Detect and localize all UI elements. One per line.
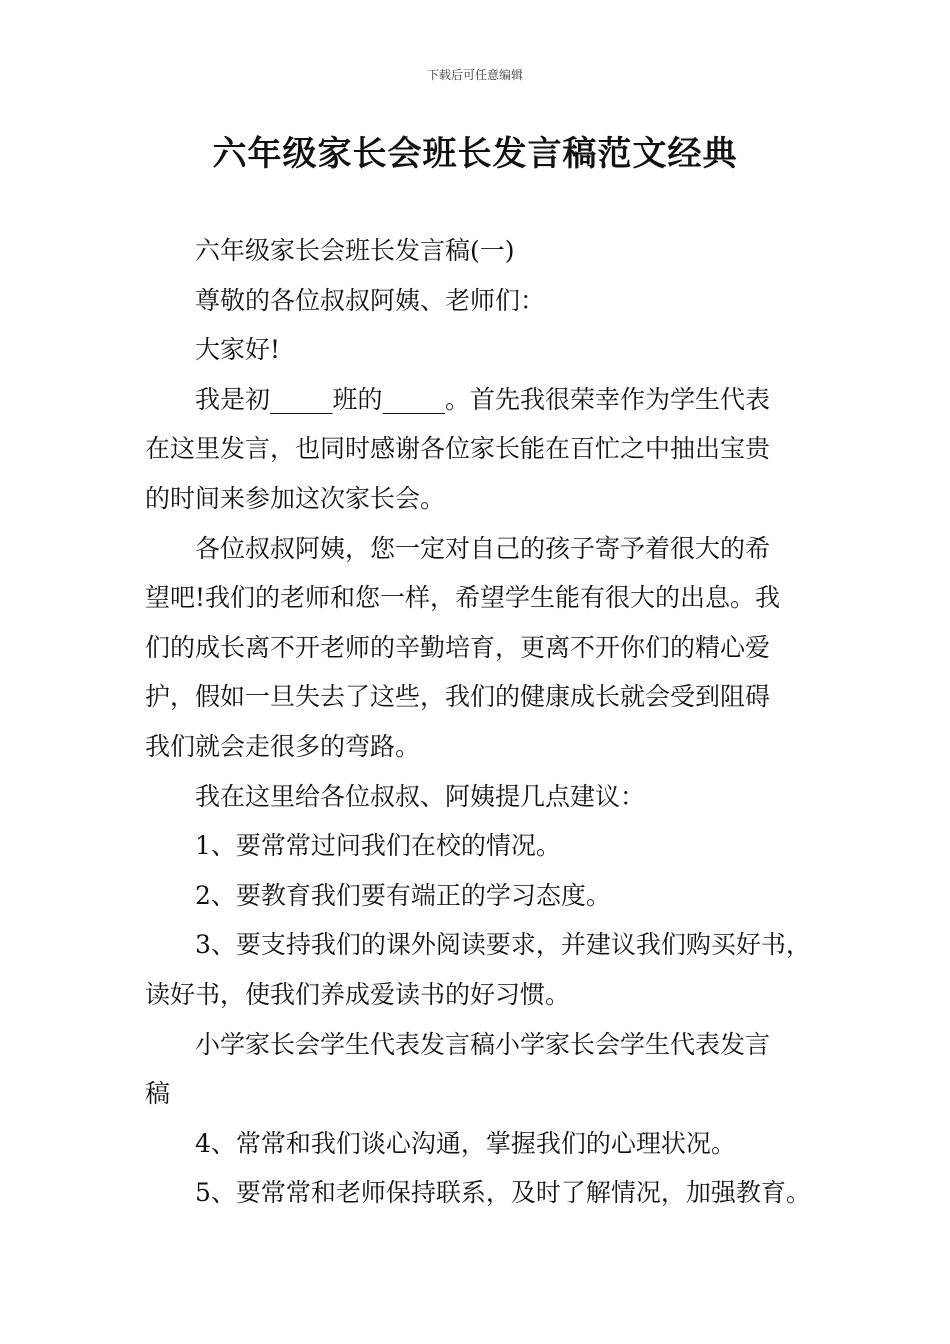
body-line: 尊敬的各位叔叔阿姨、老师们： (195, 285, 546, 315)
body-line: 的时间来参加这次家长会。 (145, 483, 446, 513)
body-line: 我们就会走很多的弯路。 (145, 731, 421, 761)
body-line: 3、要支持我们的课外阅读要求，并建议我们购买好书， (195, 930, 811, 960)
body-line: 在这里发言，也同时感谢各位家长能在百忙之中抽出宝贵 (145, 434, 771, 464)
document-body (145, 226, 835, 1218)
body-line: 们的成长离不开老师的辛勤培育，更离不开你们的精心爱 (145, 632, 771, 662)
body-line: 1、要常常过问我们在校的情况。 (195, 831, 561, 861)
header-note: 下载后可任意编辑 (426, 68, 523, 82)
body-line: 读好书，使我们养成爱读书的好习惯。 (145, 979, 571, 1009)
body-line: 大家好! (195, 335, 281, 365)
body-line: 2、要教育我们要有端正的学习态度。 (195, 880, 611, 910)
document-title: 六年级家长会班长发言稿范文经典 (212, 134, 738, 174)
body-line: 5、要常常和老师保持联系，及时了解情况，加强教育。 (195, 1178, 811, 1208)
body-line: 稿 (145, 1079, 171, 1109)
body-line: 4、常常和我们谈心沟通，掌握我们的心理状况。 (195, 1128, 736, 1158)
body-line: 我在这里给各位叔叔、阿姨提几点建议： (195, 781, 646, 811)
body-line: 小学家长会学生代表发言稿小学家长会学生代表发言 (195, 1029, 771, 1059)
body-line: 我是初_____班的_____。首先我很荣幸作为学生代表 (195, 384, 771, 414)
body-line: 各位叔叔阿姨，您一定对自己的孩子寄予着很大的希 (195, 533, 771, 563)
body-line: 护，假如一旦失去了这些，我们的健康成长就会受到阻碍 (145, 682, 771, 712)
body-line: 望吧!我们的老师和您一样，希望学生能有很大的出息。我 (145, 583, 781, 613)
body-line: 六年级家长会班长发言稿(一) (195, 236, 515, 265)
